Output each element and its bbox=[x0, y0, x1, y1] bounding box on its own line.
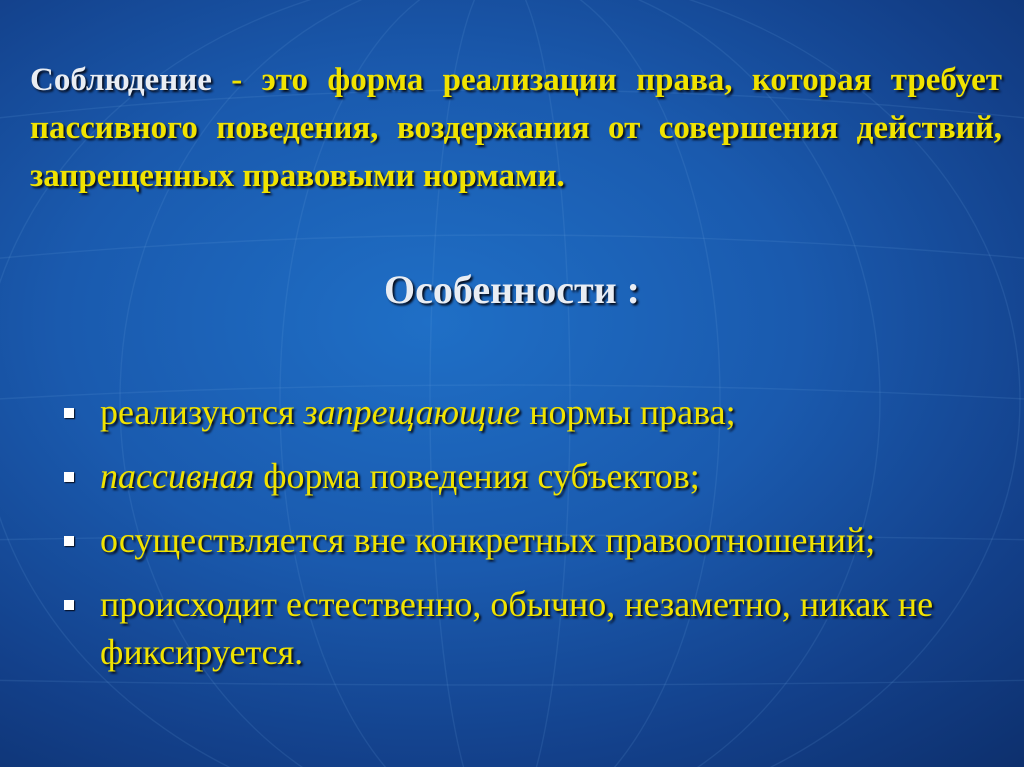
square-bullet-icon bbox=[64, 472, 74, 482]
feature-item bbox=[60, 452, 960, 500]
feature-text: реализуются bbox=[100, 392, 304, 432]
definition-term: Соблюдение bbox=[30, 62, 212, 98]
features-heading: Особенности : bbox=[384, 267, 640, 312]
feature-emphasis: запрещающие bbox=[303, 392, 521, 432]
feature-item bbox=[60, 388, 960, 436]
feature-text: происходит естественно, обычно, незаметно, никак не фиксируется. bbox=[100, 584, 934, 672]
feature-item bbox=[60, 580, 960, 676]
square-bullet-icon bbox=[64, 536, 74, 546]
features-list bbox=[60, 388, 960, 692]
feature-text: осуществляется вне конкретных правоотношений; bbox=[100, 520, 876, 560]
definition-text: - это форма реализации права, которая требует пассивного поведения, воздержания от совершения действий, запрещенных правовыми нормами. bbox=[30, 62, 1002, 194]
square-bullet-icon bbox=[64, 408, 74, 418]
feature-emphasis: пассивная bbox=[100, 456, 255, 496]
feature-text-end: нормы права; bbox=[520, 392, 736, 432]
square-bullet-icon bbox=[64, 600, 74, 610]
definition-paragraph bbox=[30, 56, 1002, 200]
feature-text-end: форма поведения субъектов; bbox=[254, 456, 700, 496]
feature-item bbox=[60, 516, 960, 564]
